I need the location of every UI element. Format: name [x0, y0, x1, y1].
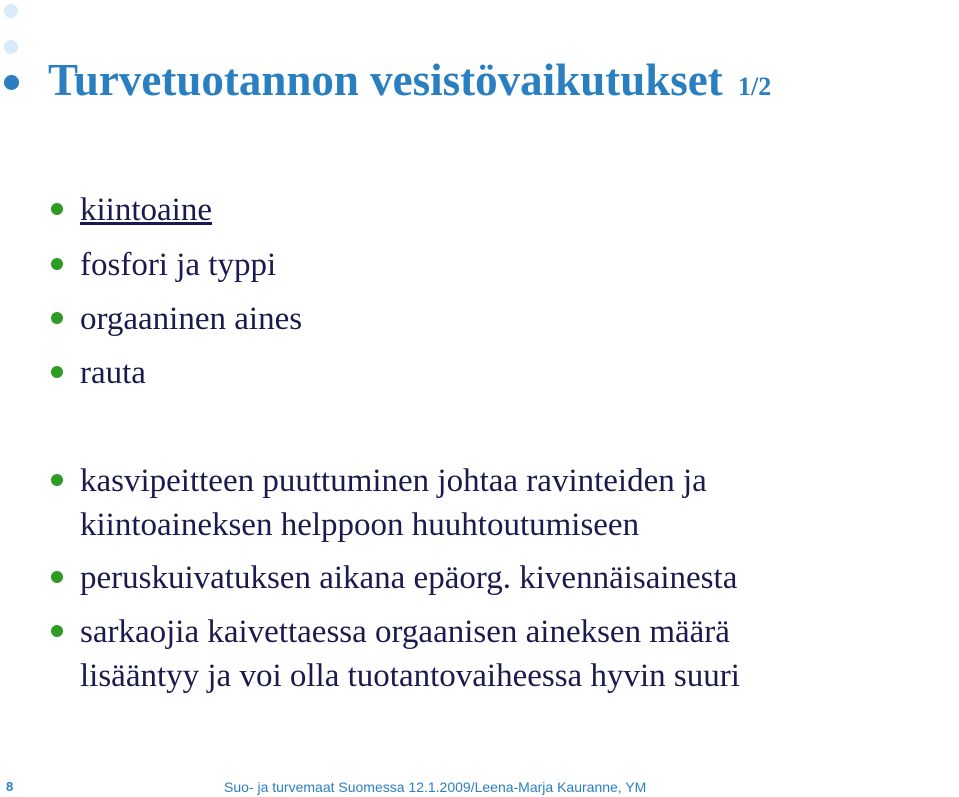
bullet-dot-icon	[51, 258, 63, 270]
slide-title	[48, 55, 772, 105]
bullet-dot-icon	[51, 366, 63, 378]
bullet-item	[80, 610, 740, 698]
bullet-dot-icon	[51, 312, 63, 324]
decorative-dot-bottom	[4, 75, 19, 90]
bullet-text: fosfori ja typpi	[80, 247, 277, 283]
bullet-text: orgaaninen aines	[80, 301, 303, 337]
decorative-dot-top	[4, 4, 18, 18]
bullet-item	[80, 243, 276, 287]
bullet-text-line: kasvipeitteen puuttuminen johtaa ravinteiden ja	[80, 463, 707, 499]
bullet-text: peruskuivatuksen aikana epäorg. kivennäisainesta	[80, 560, 738, 596]
bullet-text: kiintoaine	[80, 192, 212, 228]
footer-caption: Suo- ja turvemaat Suomessa 12.1.2009/Leena-Marja Kauranne, YM	[224, 779, 647, 795]
footer-divider	[0, 774, 959, 775]
footer-page-number: 8	[6, 779, 14, 794]
bullet-text: rauta	[80, 355, 146, 391]
bullet-item	[80, 459, 707, 547]
bullet-item	[80, 188, 212, 232]
bullet-item	[80, 556, 737, 600]
bullet-text-line: lisääntyy ja voi olla tuotantovaiheessa hyvin suuri	[80, 658, 740, 694]
bullet-item	[80, 351, 146, 395]
bullet-text-line: sarkaojia kaivettaessa orgaanisen aineksen määrä	[80, 614, 730, 650]
bullet-text-line: kiintoaineksen helppoon huuhtoutumiseen	[80, 507, 640, 543]
bullet-dot-icon	[51, 203, 63, 215]
bullet-dot-icon	[51, 571, 63, 583]
bullet-dot-icon	[51, 625, 63, 637]
bullet-item	[80, 297, 302, 341]
decorative-dot-middle	[4, 40, 18, 54]
slide-title-page-indicator: 1/2	[738, 72, 772, 101]
bullet-dot-icon	[51, 474, 63, 486]
slide-title-text: Turvetuotannon vesistövaikutukset	[48, 55, 723, 105]
